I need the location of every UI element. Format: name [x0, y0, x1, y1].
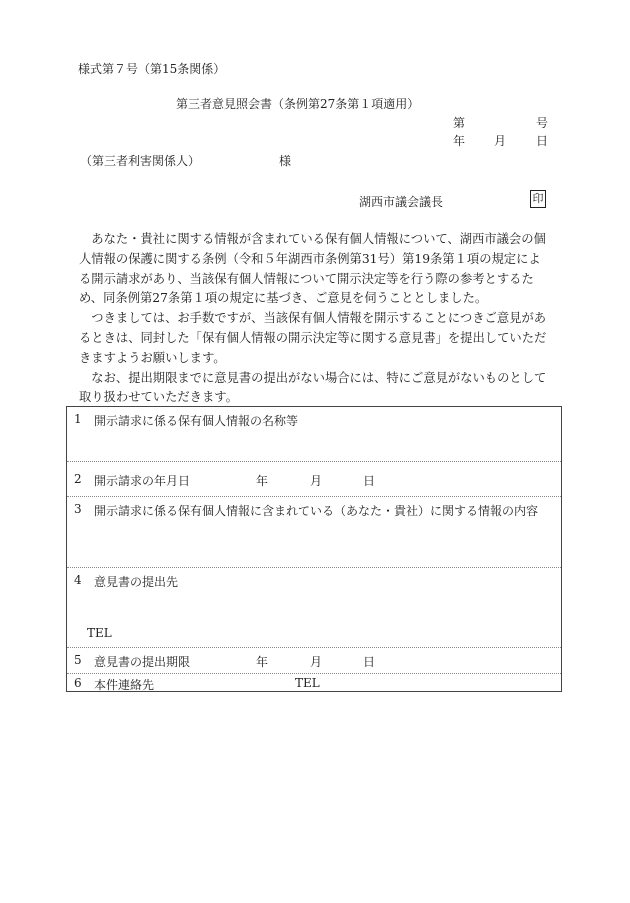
row-number: 3 [74, 502, 82, 516]
row-label: 開示請求に係る保有個人情報に含まれている（あなた・貴社）に関する情報の内容 [94, 504, 539, 518]
deadline-year: 年 [256, 655, 269, 669]
row-number: 1 [74, 412, 82, 426]
row-number: 6 [74, 676, 82, 690]
row-number: 5 [74, 653, 82, 667]
table-row [67, 407, 561, 462]
table-row [67, 497, 561, 568]
row-label: 意見書の提出期限 [94, 655, 191, 669]
body-paragraph: つきましては、お手数ですが、当該保有個人情報を開示することにつきご意見があるときは、同封した「保有個人情報の開示決定等に関する意見書」を提出していただきますようお願いします。 [79, 311, 547, 365]
request-year: 年 [256, 474, 269, 488]
document-title: 第三者意見照会書（条例第27条第１項適用） [176, 97, 420, 111]
deadline-day: 日 [363, 655, 376, 669]
info-table [66, 406, 562, 692]
row-number: 4 [74, 573, 82, 587]
row-number: 2 [74, 472, 82, 486]
date-year: 年 [453, 134, 466, 148]
sender: 湖西市議会議長 [359, 195, 444, 209]
row-label: 意見書の提出先 [94, 575, 179, 589]
table-row [67, 462, 561, 497]
deadline-month: 月 [310, 655, 323, 669]
body-paragraph: なお、提出期限までに意見書の提出がない場合には、特にご意見がないものとして取り扱わせていただきます。 [79, 370, 547, 405]
form-number: 様式第７号（第15条関係） [78, 62, 226, 76]
doc-no-suffix: 号 [536, 116, 549, 130]
seal-stamp: 印 [530, 190, 546, 208]
row-label: 本件連絡先 [94, 678, 155, 692]
submission-tel: TEL [87, 626, 112, 640]
body-text [79, 230, 551, 408]
row-label: 開示請求に係る保有個人情報の名称等 [94, 414, 299, 428]
recipient: （第三者利害関係人） [80, 154, 201, 168]
table-row [67, 568, 561, 648]
honorific: 様 [279, 154, 292, 168]
request-day: 日 [363, 474, 376, 488]
date-month: 月 [494, 134, 507, 148]
table-row [67, 648, 561, 674]
body-paragraph: あなた・貴社に関する情報が含まれている保有個人情報について、湖西市議会の個人情報の保護に関する条例（令和５年湖西市条例第31号）第19条第１項の規定による開示請求があり、当該保有個人情報について開示決定等を行う際の参考とするため、同条例第27条第１項の規定に基づき、ご意見を伺うこととしました。 [79, 232, 546, 306]
contact-tel: TEL [295, 676, 320, 690]
table-row [67, 674, 561, 693]
request-month: 月 [310, 474, 323, 488]
date-day: 日 [536, 134, 549, 148]
doc-no-prefix: 第 [453, 116, 466, 130]
row-label: 開示請求の年月日 [94, 474, 191, 488]
